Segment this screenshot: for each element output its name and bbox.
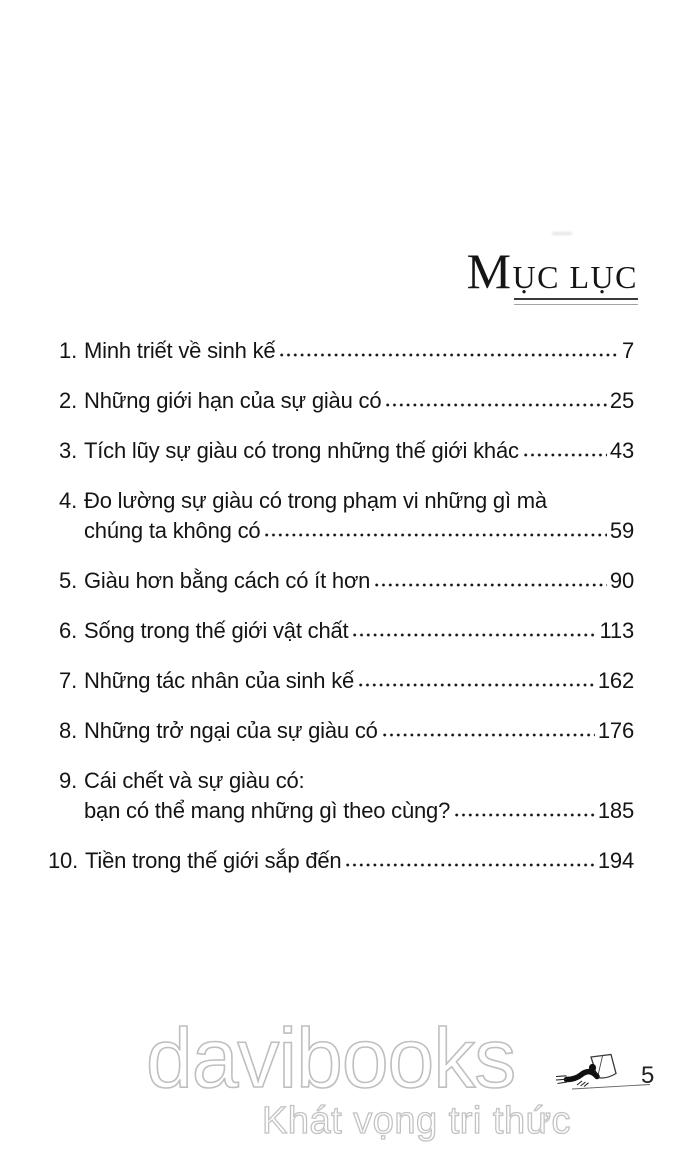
- toc-entry-text: chúng ta không có: [84, 518, 261, 543]
- dot-leader: [386, 403, 607, 407]
- toc-entry-line: [48, 386, 634, 416]
- toc-title-block: [466, 243, 638, 305]
- toc-entry: [48, 616, 634, 646]
- page-title-initial: M: [466, 243, 513, 299]
- toc-entry-text: Tiền trong thế giới sắp đến: [84, 848, 342, 873]
- toc-entry-text: Cái chết và sự giàu có:: [84, 768, 305, 793]
- dot-leader: [524, 453, 607, 457]
- toc-entry-text: Những trở ngại của sự giàu có: [84, 718, 378, 743]
- toc-entry-text: Tích lũy sự giàu có trong những thế giới khác: [84, 438, 519, 463]
- toc-entry-line: [48, 566, 634, 596]
- toc-entry: [48, 846, 634, 876]
- dot-leader: [280, 353, 619, 357]
- toc-entry-number: 4.: [59, 488, 77, 513]
- toc-entry-line: [48, 486, 634, 516]
- toc-list: [48, 336, 634, 896]
- toc-entry: [48, 766, 634, 826]
- dot-leader: [265, 533, 607, 537]
- toc-entry-page-number: 59: [609, 518, 634, 543]
- toc-entry-page-number: 25: [609, 388, 634, 413]
- title-underline-rule: [514, 298, 638, 305]
- scan-smudge: [552, 232, 572, 235]
- toc-entry-number: 2.: [59, 388, 77, 413]
- toc-entry-line: [48, 516, 634, 546]
- toc-entry: [48, 436, 634, 466]
- page-title-rest: ỤC LỤC: [512, 259, 638, 295]
- toc-entry-number: 8.: [59, 718, 77, 743]
- toc-entry-text: Giàu hơn bằng cách có ít hơn: [84, 568, 371, 593]
- toc-entry-text: bạn có thể mang những gì theo cùng?: [84, 798, 451, 823]
- toc-entry: [48, 566, 634, 596]
- page-number: 5: [641, 1062, 655, 1089]
- toc-entry-text: Những giới hạn của sự giàu có: [84, 388, 382, 413]
- toc-entry-text: Sống trong thế giới vật chất: [84, 618, 349, 643]
- toc-entry: [48, 336, 634, 366]
- toc-entry-line: [48, 716, 634, 746]
- toc-entry-line: [48, 846, 634, 876]
- toc-entry: [48, 716, 634, 746]
- watermark-brand: davibooks: [146, 1011, 516, 1105]
- dot-leader: [359, 683, 595, 687]
- toc-entry-line: [48, 766, 634, 796]
- toc-entry-page-number: 185: [597, 798, 634, 823]
- toc-entry-line: [48, 616, 634, 646]
- toc-entry-number: 9.: [59, 768, 77, 793]
- toc-entry: [48, 486, 634, 546]
- toc-entry-line: [48, 336, 634, 366]
- toc-entry: [48, 386, 634, 416]
- toc-entry-page-number: 7: [621, 338, 634, 363]
- dot-leader: [346, 863, 594, 867]
- page-title: [466, 243, 638, 299]
- dot-leader: [383, 733, 595, 737]
- toc-entry-number: 5.: [59, 568, 77, 593]
- toc-entry-number: 3.: [59, 438, 77, 463]
- dot-leader: [375, 583, 607, 587]
- toc-entry-number: 6.: [59, 618, 77, 643]
- toc-entry-line: [48, 666, 634, 696]
- toc-entry-text: Minh triết về sinh kế: [84, 338, 276, 363]
- flying-reader-icon: [552, 1048, 655, 1103]
- toc-entry-page-number: 90: [609, 568, 634, 593]
- dot-leader: [455, 813, 595, 817]
- toc-entry-line: [48, 436, 634, 466]
- toc-entry: [48, 666, 634, 696]
- toc-entry-line: [48, 796, 634, 826]
- toc-entry-text: Đo lường sự giàu có trong phạm vi những gì mà: [84, 488, 547, 513]
- toc-entry-text: Những tác nhân của sinh kế: [84, 668, 355, 693]
- toc-entry-number: 1.: [59, 338, 77, 363]
- toc-entry-page-number: 113: [599, 618, 634, 643]
- watermark-slogan: Khát vọng tri thức: [262, 1100, 572, 1142]
- toc-entry-page-number: 194: [597, 848, 634, 873]
- toc-entry-page-number: 43: [609, 438, 634, 463]
- toc-entry-number: 10.: [48, 848, 78, 873]
- toc-entry-number: 7.: [59, 668, 77, 693]
- toc-entry-page-number: 176: [597, 718, 634, 743]
- dot-leader: [353, 633, 596, 637]
- toc-entry-page-number: 162: [597, 668, 634, 693]
